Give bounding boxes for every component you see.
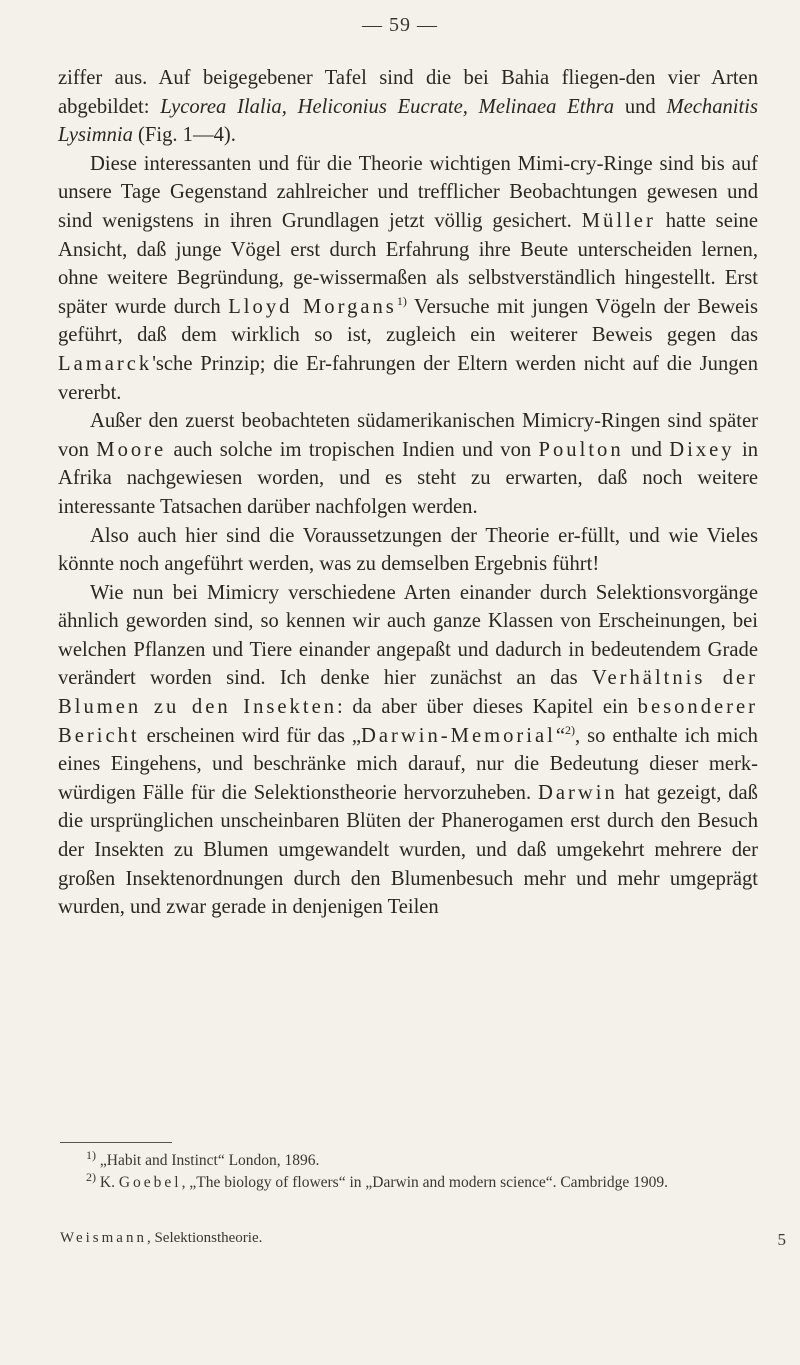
spaced-name: Müller xyxy=(581,209,656,232)
body-text xyxy=(58,64,758,922)
spaced-name: Poulton xyxy=(538,438,624,461)
text-run: “ xyxy=(555,724,565,747)
footnotes xyxy=(58,1147,758,1193)
text-run: Diese interessanten und für die Theorie wichtigen Mimi-cry-Ringe sind bis auf unsere Tage Gegenstand zahlreicher und trefflicher Beobachtungen gewesen und sind wenigstens in ihren Grundlagen jetzt völlig gesichert. xyxy=(58,152,758,232)
italic-span: Mechanitis Lysimnia xyxy=(58,95,758,147)
paragraph xyxy=(58,407,758,521)
text-run: Also auch hier sind die Voraussetzungen der Theorie er-füllt, und wie Vieles könnte noch angeführt werden, was zu demselben Ergebnis führt! xyxy=(58,524,758,576)
text-run: K. xyxy=(96,1173,119,1191)
text-run: : da aber über dieses Kapitel ein xyxy=(337,696,638,719)
text-run: 'sche Prinzip; die Er-fahrungen der Eltern werden nicht auf die Jungen vererbt. xyxy=(58,352,758,404)
signature-title: , Selektionstheorie. xyxy=(146,1230,263,1246)
spaced-name: Moore xyxy=(96,438,167,461)
spaced-name: Darwin xyxy=(538,781,618,804)
text-run: , „The biology of flowers“ in „Darwin and modern science“. Cambridge 1909. xyxy=(181,1173,668,1191)
text-run: (Fig. 1—4). xyxy=(132,124,236,147)
spaced-name: Dixey xyxy=(669,438,735,461)
spaced-name: Verhältnis der Blumen zu den Insekten xyxy=(58,667,758,719)
footnote-divider xyxy=(60,1142,172,1143)
footnote-ref: 2) xyxy=(565,722,575,737)
signature-line xyxy=(60,1230,700,1247)
text-run: und xyxy=(623,438,670,461)
paragraph xyxy=(58,64,758,150)
spaced-name: Lloyd Morgans xyxy=(228,295,397,318)
text-run: Wie nun bei Mimicry verschiedene Arten einander durch Selektionsvorgänge ähnlich geworden sind, so kennen wir auch ganze Klassen von Erscheinungen, bei welchen Pflanzen und Tiere einander angepaßt und dadurch in bedeutendem Grade verändert worden sind. Ich denke hier zunächst an das xyxy=(58,581,758,690)
text-run: hatte seine Ansicht, daß junge Vögel erst durch Erfahrung ihre Beute unterscheiden lernen, ohne weitere Begründung, ge-wissermaßen als selbstverständlich hingestellt. Erst später wurde durch xyxy=(58,209,758,318)
text-run: , so enthalte ich mich eines Eingehens, und beschränke mich darauf, nur die Bedeutung dieser merk-würdigen Fälle für die Selektionstheorie hervorzuheben. xyxy=(58,724,758,804)
text-run: Versuche mit jungen Vögeln der Beweis geführt, daß dem wirklich so ist, zugleich ein weiterer Beweis gegen das xyxy=(58,295,758,347)
footnote xyxy=(58,1169,758,1194)
sheet-number: 5 xyxy=(777,1230,786,1249)
paragraph xyxy=(58,579,758,922)
italic-span: Lycorea Ilalia, Heliconius Eucrate, Melinaea Ethra xyxy=(160,95,615,118)
page-number: — 59 — xyxy=(362,14,438,36)
footnote-mark: 1) xyxy=(86,1147,96,1162)
spaced-name: Goebel xyxy=(118,1173,182,1191)
text-run: „Habit and Instinct“ London, 1896. xyxy=(96,1152,320,1169)
footnote-ref: 1) xyxy=(396,293,407,308)
text-run: in Afrika nachgewiesen worden, und es steht zu erwarten, daß noch weitere interessante Tatsachen darüber nachfolgen werden. xyxy=(58,438,758,518)
text-run: auch solche im tropischen Indien und von xyxy=(166,438,539,461)
text-run: hat gezeigt, daß die ursprünglichen unscheinbaren Blüten der Phanerogamen erst durch den Besuch der Insekten zu Blumen umgewandelt wurden, und daß umgekehrt mehrere der großen Insektenordnungen durch den Blumenbesuch mehr und mehr umgeprägt wurden, und zwar gerade in denjenigen Teilen xyxy=(58,781,758,919)
text-run: Außer den zuerst beobachteten südamerikanischen Mimicry-Ringen sind später von xyxy=(58,410,758,461)
text-run: und xyxy=(614,95,667,118)
footnote-mark: 2) xyxy=(86,1169,96,1184)
signature-author: Weismann xyxy=(60,1230,147,1246)
paragraph xyxy=(58,150,758,407)
spaced-name: Darwin-Memorial xyxy=(361,724,556,747)
spaced-name: besonderer Bericht xyxy=(58,696,759,747)
paragraph xyxy=(58,522,758,579)
text-run: ziffer aus. Auf beigegebener Tafel sind die bei Bahia fliegen-den vier Arten abgebildet: xyxy=(58,67,758,118)
spaced-name: Lamarck xyxy=(58,352,153,375)
footnote xyxy=(58,1147,758,1172)
text-run: erscheinen wird für das „ xyxy=(139,724,362,747)
